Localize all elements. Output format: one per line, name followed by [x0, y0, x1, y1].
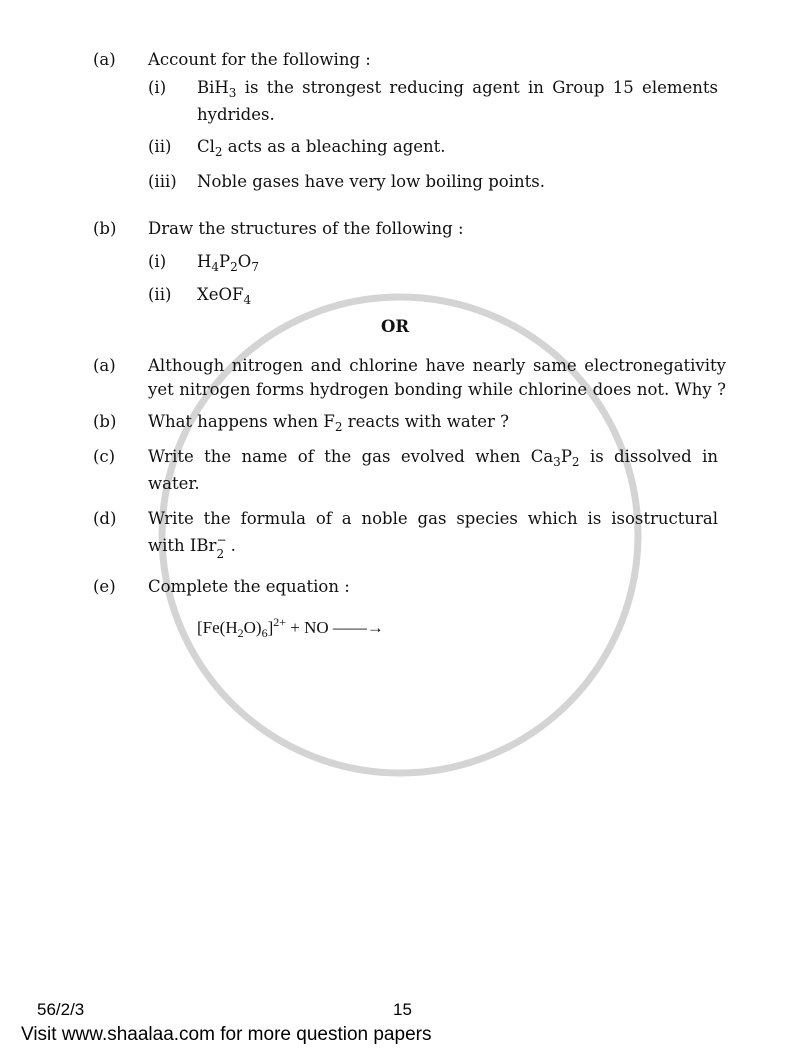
q-a-iii-text: Noble gases have very low boiling points.: [197, 172, 545, 191]
q-b-i-label: (i): [148, 252, 167, 271]
alt-c-text-cont: water.: [148, 474, 200, 493]
alt-a-label: (a): [93, 356, 116, 375]
q-a-ii-text: $Cl_2$ acts as a bleaching agent.: [197, 137, 446, 159]
q-a-ii-label: (ii): [148, 137, 172, 156]
alt-b-label: (b): [93, 412, 117, 431]
q-b-label: (b): [93, 219, 117, 238]
q-b-text: Draw the structures of the following :: [148, 219, 464, 238]
q-b-ii-formula: XeOF$_4$: [197, 285, 252, 307]
alt-e-label: (e): [93, 577, 116, 596]
alt-c-label: (c): [93, 447, 116, 466]
q-a-i-text: BiH$_3$ is the strongest reducing agent in Group 15 elements: [197, 78, 718, 100]
or-divider: OR: [381, 317, 410, 336]
alt-d-text: Write the formula of a noble gas species which is isostructural: [148, 509, 718, 528]
q-a-label: (a): [93, 50, 116, 69]
alt-c-text: Write the name of the gas evolved when $Ca_3P_2$ is dissolved in: [148, 447, 718, 469]
q-a-i-text-cont: hydrides.: [197, 105, 275, 124]
q-b-i-formula: $H_4P_2O_7$: [197, 252, 259, 274]
alt-a-text: Although nitrogen and chlorine have nearly same electronegativity: [148, 356, 726, 375]
footer-visit-link[interactable]: Visit www.shaalaa.com for more question papers: [21, 1024, 432, 1045]
alt-d-text-cont: with IBr − 2 .: [148, 533, 236, 561]
page-number: 15: [393, 1000, 412, 1019]
alt-b-text: What happens when $F_2$ reacts with water ?: [148, 412, 510, 434]
paper-code: 56/2/3: [37, 1000, 85, 1019]
alt-d-label: (d): [93, 509, 117, 528]
alt-a-text-cont: yet nitrogen forms hydrogen bonding while chlorine does not. Why ?: [148, 380, 726, 399]
reaction-arrow: ——→: [332, 618, 384, 637]
chemical-equation: $[Fe(H_2O)_6]^{2+}$ + NO ——→: [197, 615, 384, 640]
q-a-text: Account for the following :: [148, 50, 371, 69]
alt-e-text: Complete the equation :: [148, 577, 350, 596]
q-b-ii-label: (ii): [148, 285, 172, 304]
q-a-i-label: (i): [148, 78, 167, 97]
q-a-iii-label: (iii): [148, 172, 177, 191]
